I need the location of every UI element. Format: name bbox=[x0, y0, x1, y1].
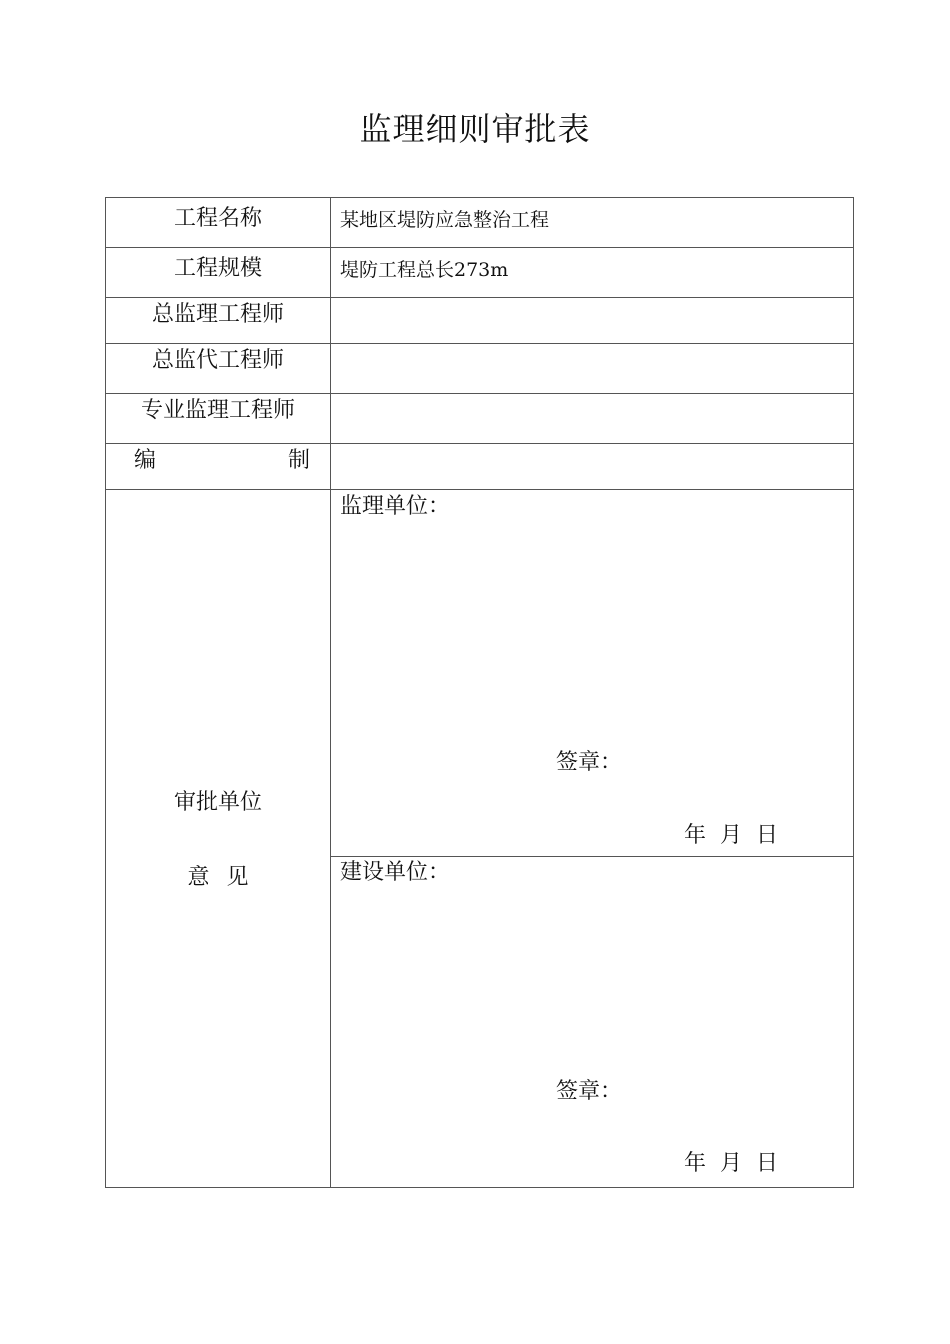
project-scale-label: 工程规模 bbox=[173, 256, 262, 281]
supervision-date-day: 日 bbox=[756, 823, 779, 848]
specialty-supervisor-label: 专业监理工程师 bbox=[140, 398, 295, 423]
chief-supervisor-label: 总监理工程师 bbox=[151, 302, 284, 327]
approval-opinion-label-line2: 意 见 bbox=[187, 865, 249, 890]
construction-date-month: 月 bbox=[720, 1151, 743, 1176]
row-divider bbox=[106, 443, 853, 444]
construction-date-day: 日 bbox=[756, 1151, 779, 1176]
construction-signature-label: 签章： bbox=[556, 1079, 623, 1104]
row-divider bbox=[106, 297, 853, 298]
page-title: 监理细则审批表 bbox=[359, 110, 591, 148]
compiler-label-char-2: 制 bbox=[287, 448, 310, 473]
supervision-date-year: 年 bbox=[684, 823, 707, 848]
approval-opinion-label-line1: 审批单位 bbox=[173, 790, 262, 815]
supervision-date-month: 月 bbox=[720, 823, 743, 848]
compiler-label-char-1: 编 bbox=[134, 448, 157, 473]
column-divider bbox=[330, 198, 331, 1187]
supervision-date bbox=[684, 823, 792, 849]
row-divider bbox=[106, 489, 853, 490]
row-divider bbox=[106, 393, 853, 394]
construction-unit-title: 建设单位： bbox=[340, 860, 451, 885]
approval-form-table bbox=[105, 197, 854, 1188]
project-name-label: 工程名称 bbox=[173, 206, 262, 231]
row-divider bbox=[106, 343, 853, 344]
construction-date-year: 年 bbox=[684, 1151, 707, 1176]
project-name-value[interactable]: 某地区堤防应急整治工程 bbox=[340, 209, 550, 231]
construction-date bbox=[684, 1151, 792, 1177]
deputy-supervisor-label: 总监代工程师 bbox=[151, 348, 284, 373]
supervision-unit-title: 监理单位： bbox=[340, 494, 451, 519]
project-scale-value[interactable]: 堤防工程总长273m bbox=[340, 259, 509, 281]
row-divider bbox=[106, 247, 853, 248]
supervision-signature-label: 签章： bbox=[556, 750, 623, 775]
section-divider bbox=[331, 856, 853, 857]
